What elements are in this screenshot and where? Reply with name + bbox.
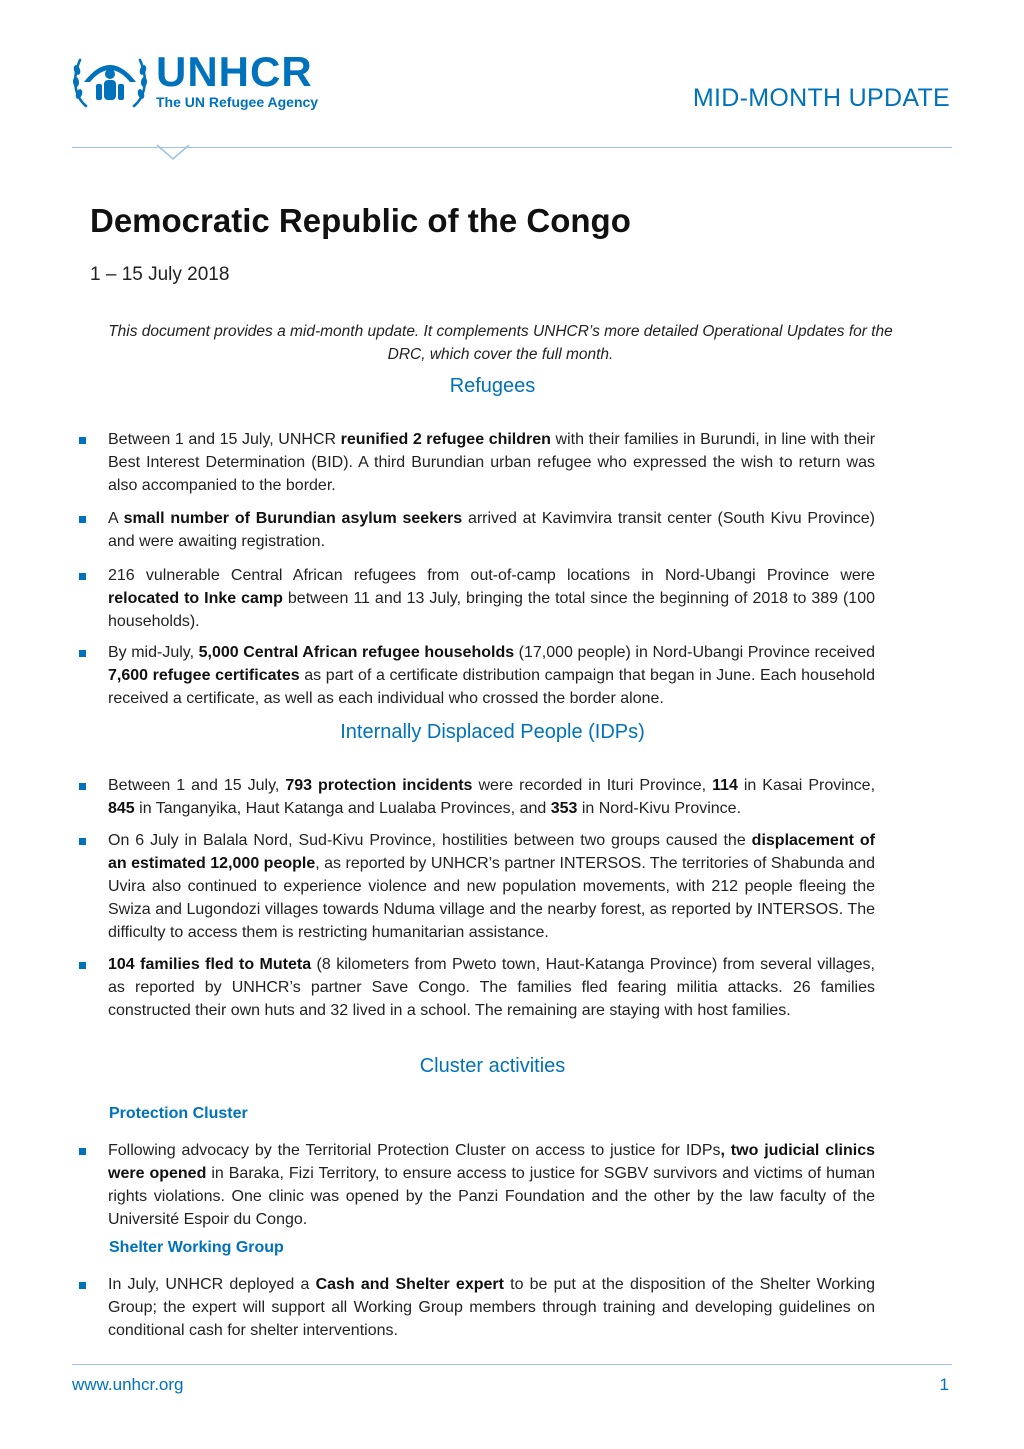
emphasis-text: 793 protection incidents bbox=[285, 777, 473, 794]
list-item: 104 families fled to Muteta (8 kilometers from Pweto town, Haut-Katanga Province) from several villages, as reported by UNHCR’s partner Save Congo. The families fled fearing militia attacks. 26 families constructed their own huts and 32 lived in a school. The remaining are staying with host families. bbox=[108, 953, 875, 1022]
list-item: 216 vulnerable Central African refugees from out-of-camp locations in Nord-Ubangi Province were relocated to Inke camp between 11 and 13 July, bringing the total since the beginning of 2018 to 389 (100 households). bbox=[108, 564, 875, 633]
emphasis-text: 7,600 refugee certificates bbox=[108, 667, 300, 684]
logo-tagline: The UN Refugee Agency bbox=[156, 94, 319, 110]
emphasis-text: 114 bbox=[712, 777, 738, 794]
list-item: By mid-July, 5,000 Central African refugee households (17,000 people) in Nord-Ubangi Province received 7,600 refugee certificates as part of a certificate distribution campaign that began in June. Each household received a certificate, as well as each individual who crossed the border alone. bbox=[108, 641, 875, 710]
emphasis-text: 353 bbox=[550, 800, 578, 817]
page-number: 1 bbox=[939, 1375, 949, 1394]
document-type-label: MID-MONTH UPDATE bbox=[692, 84, 950, 112]
emphasis-text: 845 bbox=[108, 800, 135, 817]
section-heading-refugees: Refugees bbox=[449, 375, 536, 397]
list-item: Between 1 and 15 July, UNHCR reunified 2 refugee children with their families in Burundi, in line with their Best Interest Determination (BID). A third Burundian urban refugee who expressed the wish to return was also accompanied to the border. bbox=[108, 428, 875, 497]
emphasis-text: 104 families fled to Muteta bbox=[108, 956, 312, 973]
footer-divider bbox=[72, 1364, 952, 1365]
section-heading-cluster: Cluster activities bbox=[419, 1055, 566, 1077]
list-item: Following advocacy by the Territorial Protection Cluster on access to justice for IDPs, two judicial clinics were opened in Baraka, Fizi Territory, to ensure access to justice for SGBV survivors and victims of human rights violations. One clinic was opened by the Panzi Foundation and the other by the law faculty of the Université Espoir du Congo. bbox=[108, 1139, 875, 1231]
footer-link[interactable]: www.unhcr.org bbox=[72, 1375, 184, 1394]
chevron-down-icon bbox=[156, 141, 190, 161]
page-title: Democratic Republic of the Congo bbox=[90, 202, 631, 239]
header-divider bbox=[72, 147, 952, 148]
logo-wordmark: UNHCR bbox=[156, 48, 313, 95]
list-item: A small number of Burundian asylum seekers arrived at Kavimvira transit center (South Kivu Province) and were awaiting registration. bbox=[108, 507, 875, 553]
subheading-shelter-working-group: Shelter Working Group bbox=[109, 1239, 284, 1256]
subheading-protection-cluster: Protection Cluster bbox=[109, 1105, 248, 1122]
list-item: Between 1 and 15 July, 793 protection incidents were recorded in Ituri Province, 114 in Kasai Province, 845 in Tanganyika, Haut Katanga and Lualaba Provinces, and 353 in Nord-Kivu Province. bbox=[108, 774, 875, 820]
list-item: On 6 July in Balala Nord, Sud-Kivu Province, hostilities between two groups caused the displacement of an estimated 12,000 people, as reported by UNHCR’s partner INTERSOS. The territories of Shabunda and Uvira also continued to experience violence and new population movements, with 212 people fleeing the Swiza and Lugondozi villages towards Nduma village and the nearby forest, as reported by INTERSOS. The difficulty to access them is restricting humanitarian assistance. bbox=[108, 829, 875, 944]
emphasis-text: , two judicial clinics were opened bbox=[108, 1142, 876, 1182]
emphasis-text: relocated to Inke camp bbox=[108, 590, 283, 607]
emphasis-text: small number of Burundian asylum seekers bbox=[123, 510, 463, 527]
intro-note: This document provides a mid-month update. It complements UNHCR’s more detailed Operational Updates for the DRC, which cover the full month. bbox=[108, 323, 893, 363]
emphasis-text: reunified 2 refugee children bbox=[340, 431, 551, 448]
unhcr-logo[interactable] bbox=[70, 48, 340, 114]
emphasis-text: 5,000 Central African refugee households bbox=[198, 644, 515, 661]
report-period: 1 – 15 July 2018 bbox=[90, 264, 230, 285]
emphasis-text: Cash and Shelter expert bbox=[315, 1276, 504, 1293]
unhcr-emblem-icon bbox=[70, 48, 150, 112]
list-item: In July, UNHCR deployed a Cash and Shelter expert to be put at the disposition of the Shelter Working Group; the expert will support all Working Group members through training and developing guidelines on conditional cash for shelter interventions. bbox=[108, 1273, 875, 1342]
section-heading-idps: Internally Displaced People (IDPs) bbox=[340, 721, 645, 743]
emphasis-text: displacement of an estimated 12,000 people bbox=[108, 832, 875, 872]
